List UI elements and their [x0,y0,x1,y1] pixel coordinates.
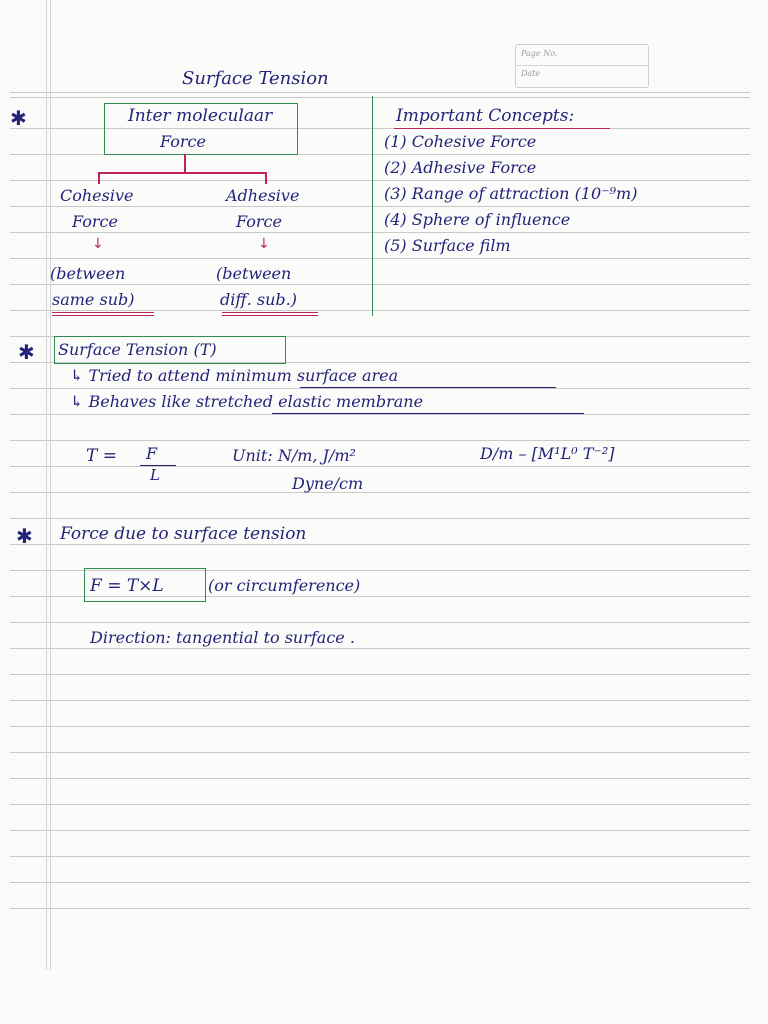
bullet-star-icon: ✱ [10,106,27,130]
surface-tension-point-2: ↳ Behaves like stretched elastic membrane [70,392,424,411]
force-heading: Force due to surface tension [60,524,307,544]
concept-item: (1) Cohesive Force [384,132,537,151]
cohesive-force-label: Force [72,212,118,231]
tree-root-line2: Force [160,132,206,151]
concept-item: (3) Range of attraction (10⁻⁹m) [384,184,638,203]
tree-stem [184,154,186,172]
unit-text: Unit: N/m, J/m² [232,446,356,465]
page-date-stamp [515,44,649,88]
adhesive-note-2: diff. sub.) [220,290,297,309]
formula-lhs: T = [86,446,117,466]
page-no-label: Page No. [521,49,558,58]
page-title: Surface Tension [182,68,329,89]
concept-item: (4) Sphere of influence [384,210,571,229]
down-arrow-icon: ↓ [92,236,104,252]
surface-tension-point-1: ↳ Tried to attend minimum surface area [70,366,399,385]
formula-denominator: L [150,466,160,484]
concepts-heading: Important Concepts: [396,106,575,126]
down-arrow-icon: ↓ [258,236,270,252]
tree-right-drop [265,172,267,184]
underline [222,315,318,316]
bullet-star-icon: ✱ [16,524,33,548]
adhesive-note-1: (between [216,264,292,283]
underline [52,312,154,313]
formula-numerator: F [146,444,158,463]
adhesive-label: Adhesive [226,186,300,205]
force-formula-note: (or circumference) [208,576,361,595]
underline [394,128,610,129]
underline [52,315,154,316]
underline [222,312,318,313]
adhesive-force-label: Force [236,212,282,231]
underline [300,387,556,388]
surface-tension-heading: Surface Tension (T) [58,340,217,359]
direction-text: Direction: tangential to surface . [90,628,355,647]
tree-branch [98,172,266,174]
underline [272,413,584,414]
dimension-text: D/m – [M¹L⁰ T⁻²] [480,444,615,463]
tree-left-drop [98,172,100,184]
concept-item: (5) Surface film [384,236,511,255]
cohesive-note-1: (between [50,264,126,283]
tree-root-line1: Inter moleculaar [128,106,273,126]
concept-item: (2) Adhesive Force [384,158,537,177]
bullet-star-icon: ✱ [18,340,35,364]
column-divider [372,96,373,316]
unit-cgs: Dyne/cm [292,474,364,493]
cohesive-label: Cohesive [60,186,134,205]
date-label: Date [521,69,541,78]
force-formula: F = T×L [90,576,164,596]
cohesive-note-2: same sub) [52,290,135,309]
